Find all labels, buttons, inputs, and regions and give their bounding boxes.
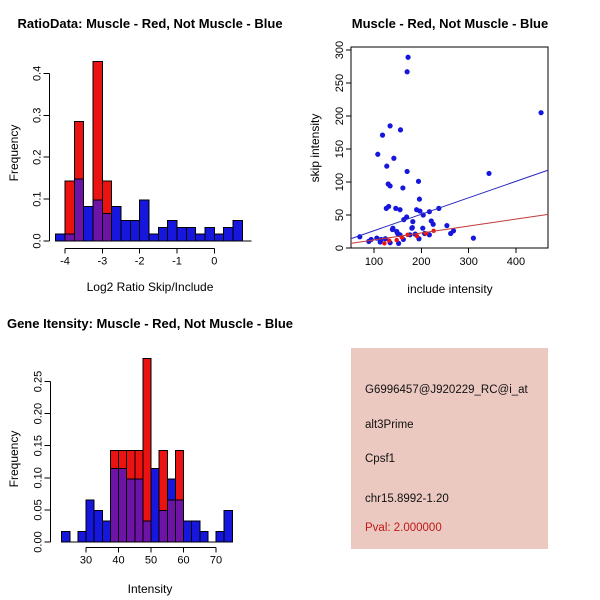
svg-text:0.20: 0.20 <box>32 402 45 425</box>
ratio-histogram-ylabel: Frequency <box>7 124 21 182</box>
splice-event-type-text: alt3Prime <box>365 419 414 431</box>
svg-text:300: 300 <box>334 40 346 60</box>
svg-text:200: 200 <box>412 256 431 268</box>
gene-intensity-histogram-title: Gene Itensity: Muscle - Red, Not Muscle - Blue <box>6 316 294 331</box>
svg-text:100: 100 <box>334 172 346 192</box>
info-panel <box>300 300 600 600</box>
scatter-ylabel: skip intensity <box>308 113 322 183</box>
svg-text:0.25: 0.25 <box>32 370 45 393</box>
svg-text:40: 40 <box>112 554 125 567</box>
pval-text: Pval: 2.000000 <box>365 522 442 534</box>
scatter-xlabel: include intensity <box>407 282 493 296</box>
svg-text:0.1: 0.1 <box>31 191 44 207</box>
svg-text:0.0: 0.0 <box>31 233 44 249</box>
scatter-title: Muscle - Red, Not Muscle - Blue <box>351 16 549 31</box>
gene-intensity-histogram-panel <box>0 300 300 600</box>
svg-text:400: 400 <box>506 256 526 268</box>
ratio-histogram-title: RatioData: Muscle - Red, Not Muscle - Blue <box>17 16 283 31</box>
svg-text:50: 50 <box>334 208 346 222</box>
svg-text:0.00: 0.00 <box>32 531 45 553</box>
gene-intensity-histogram-plot <box>0 300 300 600</box>
svg-text:0.3: 0.3 <box>31 107 44 123</box>
svg-text:200: 200 <box>334 106 346 126</box>
svg-text:100: 100 <box>364 256 384 268</box>
ratio-histogram-plot <box>0 0 300 300</box>
svg-text:0.15: 0.15 <box>32 434 45 457</box>
svg-text:0.10: 0.10 <box>32 467 45 489</box>
ratio-histogram-panel <box>0 0 300 300</box>
ratio-histogram-xlabel: Log2 Ratio Skip/Include <box>86 280 214 294</box>
intensity-scatter-plot <box>300 0 600 300</box>
svg-text:70: 70 <box>209 554 223 567</box>
gene-name-text: Cpsf1 <box>365 453 396 465</box>
svg-text:0.05: 0.05 <box>32 499 45 521</box>
scatter-panel <box>300 0 600 300</box>
svg-text:0.2: 0.2 <box>31 149 44 165</box>
svg-text:0: 0 <box>334 244 346 252</box>
genomic-location-text: chr15.8992-1.20 <box>365 493 449 505</box>
gene-intensity-histogram-ylabel: Frequency <box>7 430 21 488</box>
svg-text:300: 300 <box>459 256 478 268</box>
svg-text:-2: -2 <box>134 255 145 268</box>
svg-text:-4: -4 <box>60 255 70 268</box>
svg-text:250: 250 <box>334 73 346 93</box>
probe-id-text: G6996457@J920229_RC@i_at <box>365 384 528 396</box>
svg-text:60: 60 <box>177 554 190 567</box>
gene-info-card <box>351 348 548 549</box>
svg-text:150: 150 <box>334 139 346 159</box>
svg-text:0.4: 0.4 <box>31 65 44 82</box>
svg-text:-1: -1 <box>172 255 182 268</box>
svg-text:30: 30 <box>79 554 93 567</box>
svg-text:50: 50 <box>144 554 158 567</box>
svg-text:0: 0 <box>211 255 218 268</box>
gene-intensity-histogram-xlabel: Intensity <box>127 582 173 596</box>
svg-text:-3: -3 <box>97 255 108 268</box>
